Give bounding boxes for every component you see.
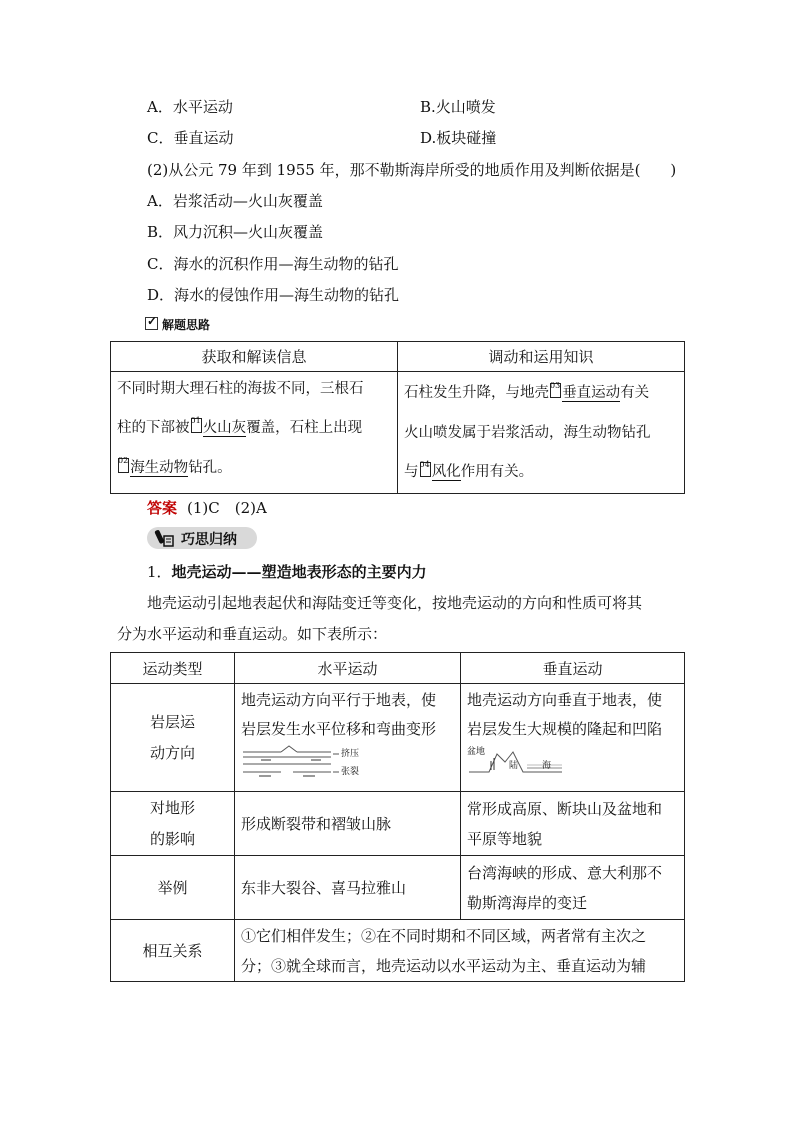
table-row: 相互关系 ①它们相伴发生；②在不同时期和不同区域，两者常有主次之 分；③就全球而言，地壳运动以水平运动为主、垂直运动为辅 [111, 920, 685, 982]
q2-option-b: B．风力沉积—火山灰覆盖 [147, 223, 324, 241]
q2-option-a: A．岩浆活动—火山灰覆盖 [147, 192, 323, 210]
fill-02: 海生动物 [130, 460, 189, 476]
q2-option-c: C．海水的沉积作用—海生动物的钻孔 [147, 255, 399, 273]
fill-04: 风化 [431, 464, 461, 480]
fill-03: 垂直运动 [562, 385, 621, 401]
answer-label: 答案 [147, 499, 178, 517]
question-2-stem: (2)从公元 79 年到 1955 年，那不勒斯海岸所受的地质作用及判断依据是( ) [147, 161, 677, 179]
option-d: D.板块碰撞 [420, 129, 497, 147]
summary-paragraph-line2: 分为水平运动和垂直运动。如下表所示： [117, 625, 388, 643]
analysis-left-cell: 不同时期大理石柱的海拔不同，三根石 柱的下部被$^{01}$ 火山灰覆盖，石柱上出现 $^{02}$ 海生动物钻孔。 [111, 372, 398, 494]
horizontal-motion-diagram: 挤压 张裂 [241, 744, 454, 782]
analysis-header-right: 调动和运用知识 [398, 342, 685, 372]
table-row: 对地形 的影响 形成断裂带和褶皱山脉 常形成高原、断块山及盆地和 平原等地貌 [111, 792, 685, 856]
analysis-table [110, 341, 685, 494]
table-row: 岩层运 动方向 地壳运动方向平行于地表，使 岩层发生水平位移和弯曲变形 挤压 张裂 地壳运动方向垂直于地表，使 岩层发生大规模的隆起和凹陷 盆地 陆 海 [111, 684, 685, 792]
crustal-movement-table [110, 652, 685, 982]
summary-badge-label: 巧思归纳 [181, 532, 237, 548]
table-row: 举例 东非大裂谷、喜马拉雅山 台湾海峡的形成、意大利那不 勒斯湾海岸的变迁 [111, 856, 685, 920]
vertical-motion-diagram: 盆地 陆 海 [467, 744, 678, 782]
analysis-header-left: 获取和解读信息 [111, 342, 398, 372]
checkbox-icon: ✓ [147, 314, 158, 328]
summary-paragraph-line1: 地壳运动引起地表起伏和海陆变迁等变化，按地壳运动的方向和性质可将其 [147, 594, 643, 612]
table-header-vertical: 垂直运动 [461, 653, 685, 684]
option-b: B.火山喷发 [420, 98, 496, 116]
option-c: C．垂直运动 [147, 129, 234, 147]
table-header-horizontal: 水平运动 [235, 653, 461, 684]
pen-icon [154, 528, 176, 552]
fill-01: 火山灰 [202, 420, 247, 436]
answer-line [147, 497, 267, 518]
analysis-right-cell: 石柱发生升降，与地壳$^{03}$ 垂直运动有关 火山喷发属于岩浆活动，海生动物钻孔 与$^{04}$ 风化作用有关。 [398, 372, 685, 494]
option-a: A．水平运动 [147, 98, 233, 116]
analysis-label: ✓ 解题思路 [147, 314, 211, 332]
table-header-type: 运动类型 [111, 653, 235, 684]
summary-heading: 1．地壳运动——塑造地表形态的主要内力 [147, 563, 427, 581]
answer-value: (1)C (2)A [187, 499, 267, 517]
q2-option-d: D．海水的侵蚀作用—海生动物的钻孔 [147, 286, 400, 304]
